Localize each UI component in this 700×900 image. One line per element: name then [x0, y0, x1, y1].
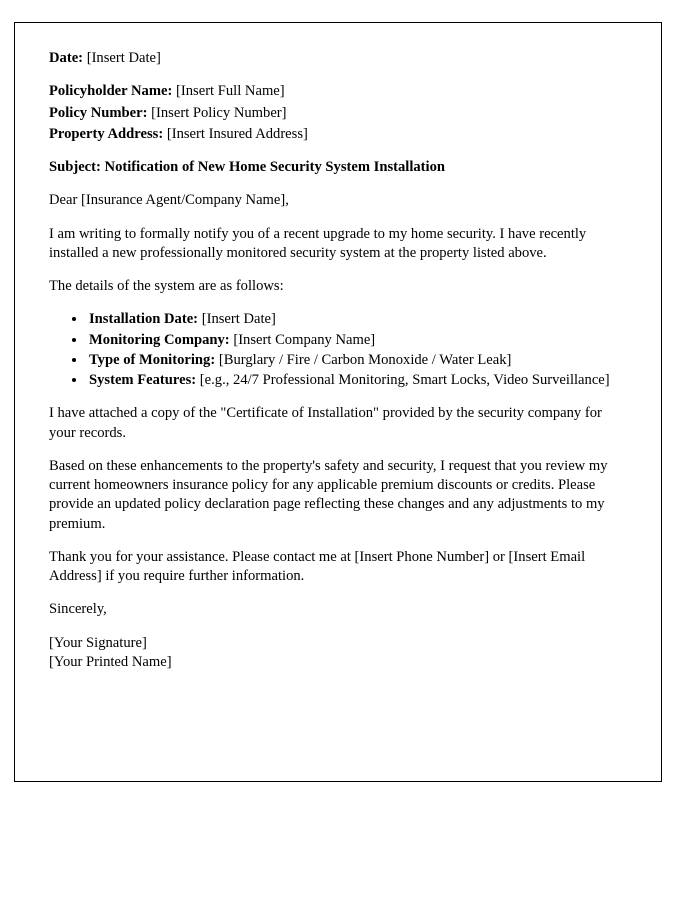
date-label: Date: — [49, 50, 84, 66]
type-of-monitoring-value: [Burglary / Fire / Carbon Monoxide / Water Leak] — [218, 351, 512, 368]
subject-line — [49, 158, 627, 177]
list-item — [87, 371, 627, 390]
policy-info-block — [49, 82, 627, 144]
letter-body — [15, 23, 661, 672]
system-features-value: [e.g., 24/7 Professional Monitoring, Smart Locks, Video Surveillance] — [199, 372, 610, 388]
property-address-value: [Insert Insured Address] — [166, 125, 308, 142]
property-address-line — [49, 125, 627, 144]
letter-frame — [14, 22, 662, 782]
policy-number-line — [49, 104, 627, 123]
list-item — [87, 310, 627, 329]
salutation: Dear [Insurance Agent/Company Name], — [49, 192, 289, 209]
policy-number-label: Policy Number: — [49, 104, 148, 121]
monitoring-company-value: [Insert Company Name] — [233, 331, 376, 348]
system-details-list — [49, 310, 627, 390]
paragraph-intro: I am writing to formally notify you of a recent upgrade to my home security. I have recently installed a new professionally monitored security system at the property listed above. — [49, 225, 587, 261]
monitoring-company-label: Monitoring Company: — [89, 331, 230, 348]
date-value: [Insert Date] — [86, 50, 161, 66]
paragraph-contact: Thank you for your assistance. Please contact me at [Insert Phone Number] or [Insert Email Address] if you require further information. — [49, 548, 586, 584]
closing: Sincerely, — [49, 601, 107, 618]
system-features-label: System Features: — [89, 372, 197, 388]
policy-number-value: [Insert Policy Number] — [151, 104, 287, 121]
subject-text: Subject: Notification of New Home Security System Installation — [49, 159, 446, 175]
policyholder-label: Policyholder Name: — [49, 83, 173, 100]
printed-name-line: [Your Printed Name] — [49, 653, 172, 670]
property-address-label: Property Address: — [49, 125, 164, 142]
list-item — [87, 351, 627, 370]
paragraph-request: Based on these enhancements to the property's safety and security, I request that you review my current homeowners insurance policy for any applicable premium discounts or credits. Please provide an updated policy declaration page reflecting these changes and any adjustments to my premium. — [49, 457, 608, 532]
installation-date-value: [Insert Date] — [201, 311, 276, 328]
installation-date-label: Installation Date: — [89, 311, 199, 328]
paragraph-certificate: I have attached a copy of the "Certificate of Installation" provided by the security company for your records. — [49, 405, 602, 441]
date-block — [49, 49, 627, 68]
signature-line: [Your Signature] — [49, 634, 147, 651]
list-item — [87, 331, 627, 350]
type-of-monitoring-label: Type of Monitoring: — [89, 351, 216, 368]
paragraph-details-lead: The details of the system are as follows: — [49, 278, 284, 294]
policyholder-line — [49, 82, 627, 101]
policyholder-value: [Insert Full Name] — [176, 83, 285, 100]
signature-block — [49, 634, 627, 673]
